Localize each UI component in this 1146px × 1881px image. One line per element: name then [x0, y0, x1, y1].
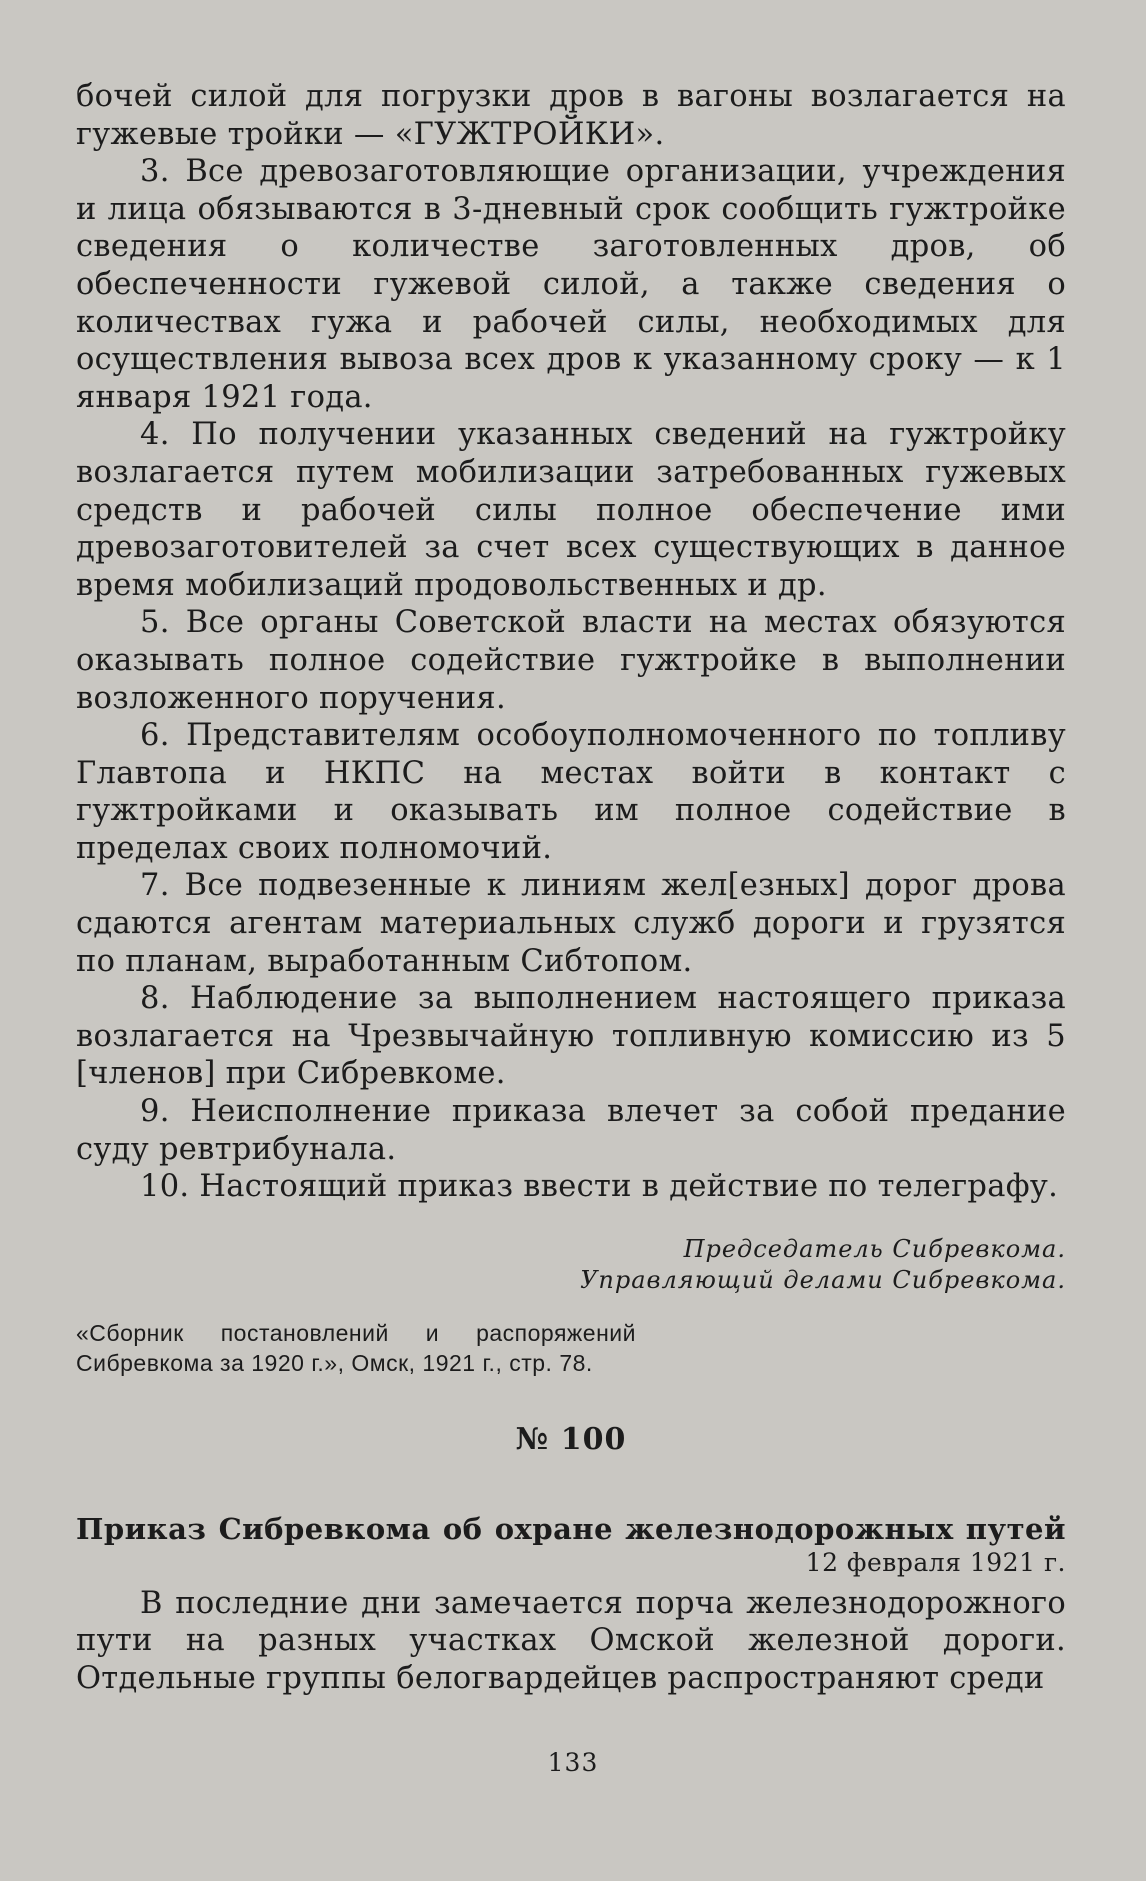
document-date: 12 февраля 1921 г. — [805, 1547, 1066, 1577]
paragraph-item-10: 10. Настоящий приказ ввести в действие по телеграфу. — [140, 1169, 1059, 1205]
paragraph-item-4: 4. По получении указанных сведений на гужтройку возлагается путем мобилизации затребованных гужевых средств и рабочей силы полное обеспечение ими древозаготовителей за счет всех существующих в данное время мобилизаций продовольственных и др. — [76, 417, 1066, 603]
paragraph-item-9: 9. Неисполнение приказа влечет за собой предание суду ревтрибунала. — [76, 1094, 1066, 1167]
paragraph-continuation: бочей силой для погрузки дров в вагоны возлагается на гужевые тройки — «ГУЖТРОЙКИ». — [76, 79, 1066, 152]
signature-block — [76, 1234, 1066, 1296]
page-number: 133 — [547, 1748, 599, 1777]
paragraph-item-6: 6. Представителям особоуполномоченного по топливу Главтопа и НКПС на местах войти в контакт с гужтройками и оказывать им полное содействие в пределах своих полномочий. — [76, 718, 1066, 866]
paragraph-item-7: 7. Все подвезенные к линиям жел[езных] дорог дрова сдаются агентам материальных служб дороги и грузятся по планам, выработанным Сибтопом. — [76, 868, 1066, 979]
paragraph-item-5: 5. Все органы Советской власти на местах обязуются оказывать полное содействие гужтройке в выполнении возложенного поручения. — [76, 605, 1066, 716]
document-body — [76, 1585, 1066, 1698]
paragraph-item-8: 8. Наблюдение за выполнением настоящего приказа возлагается на Чрезвычайную топливную комиссию из 5 [членов] при Сибревкоме. — [76, 981, 1066, 1092]
document-body-paragraph: В последние дни замечается порча железнодорожного пути на разных участках Омской железной дороги. Отдельные группы белогвардейцев распространяют среди — [76, 1585, 1066, 1696]
paragraph-item-3: 3. Все древозаготовляющие организации, учреждения и лица обязываются в 3-дневный срок сообщить гужтройке сведения о количестве заготовленных дров, об обеспеченности гужевой силой, а также сведения о количествах гужа и рабочей силы, необходимых для осуществления вывоза всех дров к указанному сроку — к 1 января 1921 года. — [76, 154, 1066, 415]
source-citation: «Сборник постановлений и распоряжений Сибревкома за 1920 г.», Омск, 1921 г., стр. 78. — [76, 1319, 636, 1376]
signature-manager: Управляющий делами Сибревкома. — [580, 1265, 1066, 1294]
document-number: № 100 — [515, 1421, 627, 1457]
order-text — [76, 78, 1066, 1206]
document-title: Приказ Сибревкома об охране железнодорожных путей — [76, 1511, 1066, 1546]
signature-chairman: Председатель Сибревкома. — [683, 1234, 1066, 1263]
